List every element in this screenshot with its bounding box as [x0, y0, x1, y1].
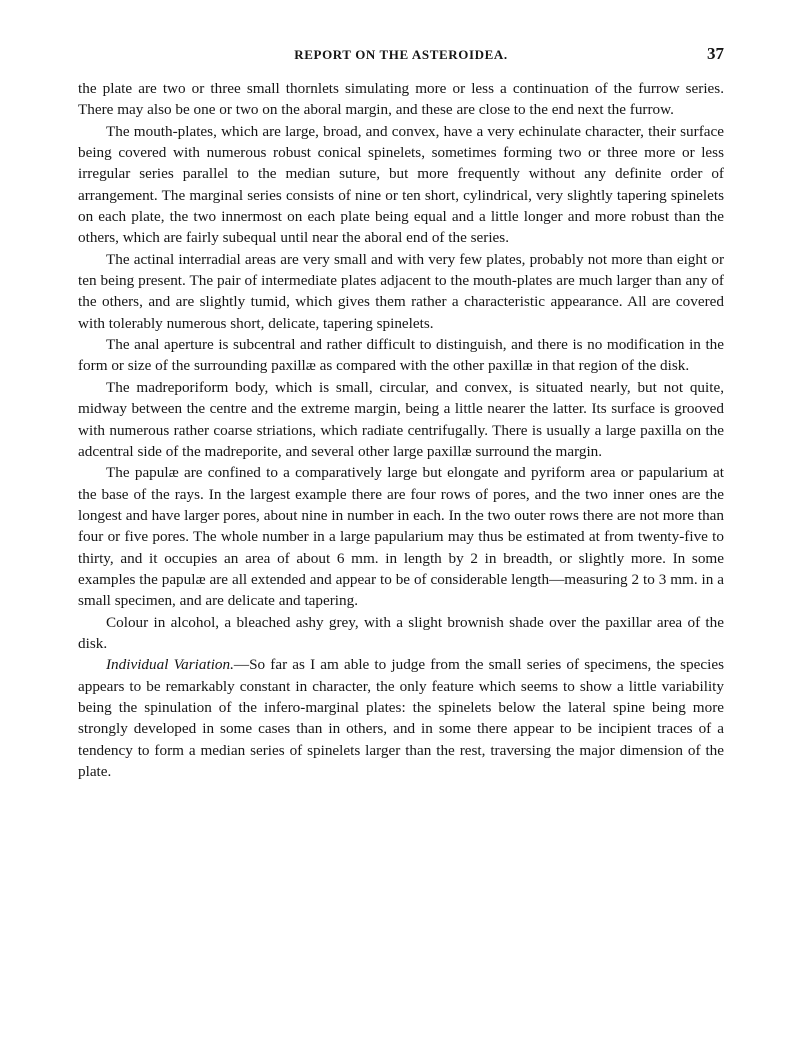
paragraph-continuation: the plate are two or three small thornlets simulating more or less a continuation of the furrow series. There may also be one or two on the aboral margin, and these are close to the end next the furrow.	[78, 80, 724, 119]
body-text	[78, 78, 724, 782]
subheading-individual-variation: Individual Variation.	[106, 656, 234, 674]
paragraph-actinal-areas: The actinal interradial areas are very small and with very few plates, probably not more than eight or ten being present. The pair of intermediate plates adjacent to the mouth-plates are much larger than any of the others, and are slightly tumid, which gives them rather a characteristic appearance. All are covered with tolerably numerous short, delicate, tapering spinelets.	[78, 250, 724, 332]
paragraph-anal-aperture: The anal aperture is subcentral and rather difficult to distinguish, and there is no modification in the form or size of the surrounding paxillæ as compared with the other paxillæ in that region of the disk.	[78, 336, 724, 375]
paragraph-papulae: The papulæ are confined to a comparatively large but elongate and pyriform area or papularium at the base of the rays. In the largest example there are four rows of pores, and the two inner ones are the longest and have larger pores, about nine in number in each. In the two outer rows there are not more than four or five pores. The whole number in a large papularium may thus be estimated at from twenty-five to thirty, and it occupies an area of about 6 mm. in length by 2 in breadth, or slightly more. In some examples the papulæ are all extended and appear to be of considerable length—measuring 2 to 3 mm. in a small specimen, and are delicate and tapering.	[78, 464, 724, 610]
paragraph-variation-text: —So far as I am able to judge from the small series of specimens, the species appears to be remarkably constant in character, the only feature which seems to show a little variability being the spinulation of the infero-marginal plates: the spinelets below the lateral spine being more strongly developed in some cases than in others, and in some there appear to be incipient traces of a tendency to form a median series of spinelets larger than the rest, traversing the major dimension of the plate.	[78, 656, 724, 780]
paragraph-colour: Colour in alcohol, a bleached ashy grey, with a slight brownish shade over the paxillar area of the disk.	[78, 613, 724, 652]
paragraph-madreporiform-body: The madreporiform body, which is small, circular, and convex, is situated nearly, but not quite, midway between the centre and the extreme margin, being a little nearer the latter. Its surface is grooved with numerous rather coarse striations, which radiate centrifugally. There is usually a large paxilla on the adcentral side of the madreporite, and several other large paxillæ surround the margin.	[78, 378, 724, 460]
paragraph-individual-variation	[78, 654, 724, 782]
page-number: 37	[707, 44, 724, 63]
running-header	[78, 44, 724, 66]
running-title: REPORT ON THE ASTEROIDEA.	[294, 47, 508, 62]
paragraph-mouth-plates: The mouth-plates, which are large, broad, and convex, have a very echinulate character, their surface being covered with numerous robust conical spinelets, sometimes forming two or three more or less irregular series parallel to the median suture, but more frequently without any definite order of arrangement. The marginal series consists of nine or ten short, cylindrical, very slightly tapering spinelets on each plate, the two innermost on each plate being equal and a little longer and more robust than the others, which are fairly subequal until near the aboral end of the series.	[78, 122, 724, 247]
